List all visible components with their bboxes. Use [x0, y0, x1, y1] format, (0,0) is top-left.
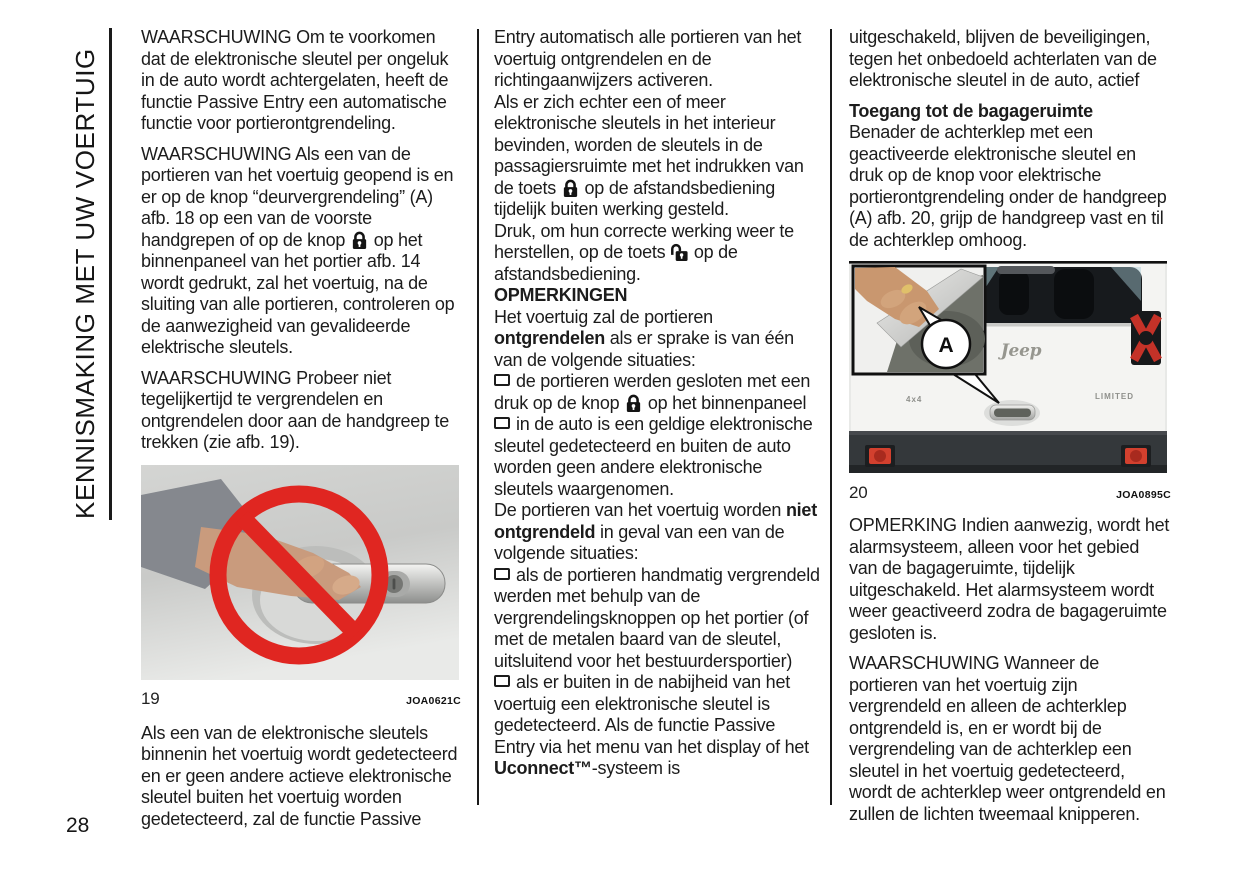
taillight-right	[1131, 311, 1161, 365]
tailgate-handle	[984, 400, 1040, 426]
body-paragraph	[494, 307, 820, 372]
body-paragraph: Entry automatisch alle portieren van het voertuig ontgrendelen en de richtingaanwijzers activeren.	[494, 27, 802, 90]
column-3	[849, 27, 1171, 834]
text-segment: Het voertuig zal de portieren	[494, 306, 713, 327]
text-segment: De portieren van het voertuig worden	[494, 500, 786, 520]
text-segment: de portieren werden gesloten met een druk op de knop	[494, 371, 811, 413]
figure-19-image	[141, 465, 459, 680]
warning-paragraph	[141, 144, 461, 359]
text-segment: in geval van een van de volgende situaties:	[494, 521, 785, 563]
jeep-logo: Jeep	[1000, 341, 1042, 361]
badge-limited: LIMITED	[1095, 392, 1134, 401]
figure-number: 20	[849, 482, 868, 502]
bullet-item	[494, 672, 820, 780]
text-segment: als er buiten in de nabijheid van het voertuig een elektronische sleutel is gedetecteerd. Als de functie Passive Entry via het menu van het display of het	[494, 672, 809, 757]
text-segment: als er sprake is van één van de volgende situaties:	[494, 328, 794, 370]
bold-text: Uconnect™	[494, 758, 592, 778]
body-paragraph: uitgeschakeld, blijven de beveiligingen, tegen het onbedoeld achterlaten van de elektronische sleutel in de auto, actief	[849, 27, 1157, 90]
lock-closed-icon	[350, 230, 369, 250]
headrest-right	[1054, 269, 1094, 319]
warning-paragraph: WAARSCHUWING Probeer niet tegelijkertijd te vergrendelen en ontgrendelen door aan de handgreep te trekken (zie afb. 19).	[141, 367, 450, 452]
column-1	[141, 27, 461, 839]
figure-20-caption	[849, 482, 1171, 507]
bold-text: ontgrendelen	[494, 328, 606, 348]
column-2	[494, 27, 820, 780]
rear-bumper	[849, 431, 1167, 473]
square-bullet-icon	[494, 568, 510, 580]
text-segment: op het binnenpaneel	[643, 392, 807, 413]
square-bullet-icon	[494, 675, 510, 687]
column-divider-1	[477, 29, 479, 805]
rear-wiper	[997, 266, 1055, 274]
headrest-left	[999, 271, 1029, 315]
text-segment: op de afstandsbediening tijdelijk buiten werking gesteld.	[494, 177, 775, 219]
text-segment: op het binnenpaneel van het portier afb. 14 wordt gedrukt, zal het voertuig, na de sluiting van alle portieren, controleren op de aanwezigheid van gevalideerde elektrische sleutels.	[141, 229, 455, 357]
sidebar-chapter-title: KENNISMAKING MET UW VOERTUIG	[70, 48, 100, 519]
badge-4x4: 4x4	[906, 395, 923, 404]
text-segment: op de afstandsbediening.	[494, 242, 738, 284]
square-bullet-icon	[494, 417, 510, 429]
bullet-item	[494, 371, 820, 414]
body-paragraph: Benader de achterklep met een geactiveerde elektronische sleutel en druk op de knop voor elektrische portierontgrendeling onder de handgreep (A) afb. 20, grijp de handgreep vast en til de achterklep omhoog.	[849, 122, 1167, 250]
reflector-right	[1121, 445, 1151, 467]
figure-code: JOA0895C	[1116, 488, 1171, 501]
lock-closed-icon	[561, 178, 580, 198]
body-paragraph	[494, 221, 820, 286]
figure-19	[141, 465, 461, 713]
text-segment: -systeem is	[591, 758, 681, 778]
sidebar-rule	[109, 28, 112, 520]
text-segment: als de portieren handmatig vergrendeld werden met behulp van de vergrendelingsknoppen op het portier (of met de metalen baard van de sleutel, uitsluitend voor het bestuurdersportier)	[494, 564, 820, 671]
bullet-item	[494, 414, 820, 500]
callout-a-label: A	[938, 334, 954, 357]
figure-20-image	[849, 261, 1167, 473]
figure-19-caption	[141, 688, 461, 713]
section-heading: Toegang tot de bagageruimte	[849, 100, 1093, 121]
figure-number: 19	[141, 689, 160, 708]
figure-code: JOA0621C	[406, 695, 461, 707]
lock-closed-icon	[624, 393, 643, 413]
notes-heading: OPMERKINGEN	[494, 285, 628, 305]
bullet-item	[494, 565, 820, 673]
warning-paragraph: WAARSCHUWING Wanneer de portieren van het voertuig zijn vergrendeld en alleen de achterklep ontgrendeld is, en er wordt bij de vergrendeling van de achterklep een sleutel in het voertuig gedetecteerd, wordt de achterklep weer ontgrendeld en zullen de lichten tweemaal knipperen.	[849, 653, 1166, 824]
page-number: 28	[66, 814, 90, 837]
figure-20-inset	[853, 266, 985, 374]
note-paragraph: OPMERKING Indien aanwezig, wordt het alarmsysteem, alleen voor het gebied van de bagageruimte, tijdelijk uitgeschakeld. Het alarmsysteem wordt weer geactiveerd zodra de bagageruimte gesloten is.	[849, 515, 1170, 643]
text-segment: WAARSCHUWING Als een van de portieren van het voertuig geopend is en er op de knop “deurvergrendeling” (A) afb. 18 op een van de voorste handgrepen of op de knop	[141, 143, 454, 250]
column-divider-2	[830, 29, 832, 805]
text-segment: Als er zich echter een of meer elektronische sleutels in het interieur bevinden, worden de sleutels in de passagiersruimte met het indrukken van de toets	[494, 91, 804, 198]
figure-20	[849, 261, 1171, 506]
text-segment: in de auto is een geldige elektronische sleutel gedetecteerd en buiten de auto worden geen andere elektronische sleutels waargenomen.	[494, 414, 813, 499]
body-paragraph	[494, 500, 820, 565]
body-paragraph	[494, 92, 820, 221]
lock-open-icon	[670, 242, 689, 262]
figure-top-border	[849, 261, 1167, 264]
text-segment: Druk, om hun correcte werking weer te herstellen, op de toets	[494, 220, 794, 262]
reflector-left	[865, 445, 895, 467]
bold-text: niet ontgrendeld	[494, 500, 817, 542]
body-paragraph: Als een van de elektronische sleutels binnenin het voertuig wordt gedetecteerd en er geen andere actieve elektronische sleutel buiten het voertuig worden gedetecteerd, zal de functie Passive	[141, 722, 458, 829]
warning-paragraph: WAARSCHUWING Om te voorkomen dat de elektronische sleutel per ongeluk in de auto wordt achtergelaten, heeft de functie Passive Entry een automatische functie voor portierontgrendeling.	[141, 27, 449, 133]
square-bullet-icon	[494, 374, 510, 386]
